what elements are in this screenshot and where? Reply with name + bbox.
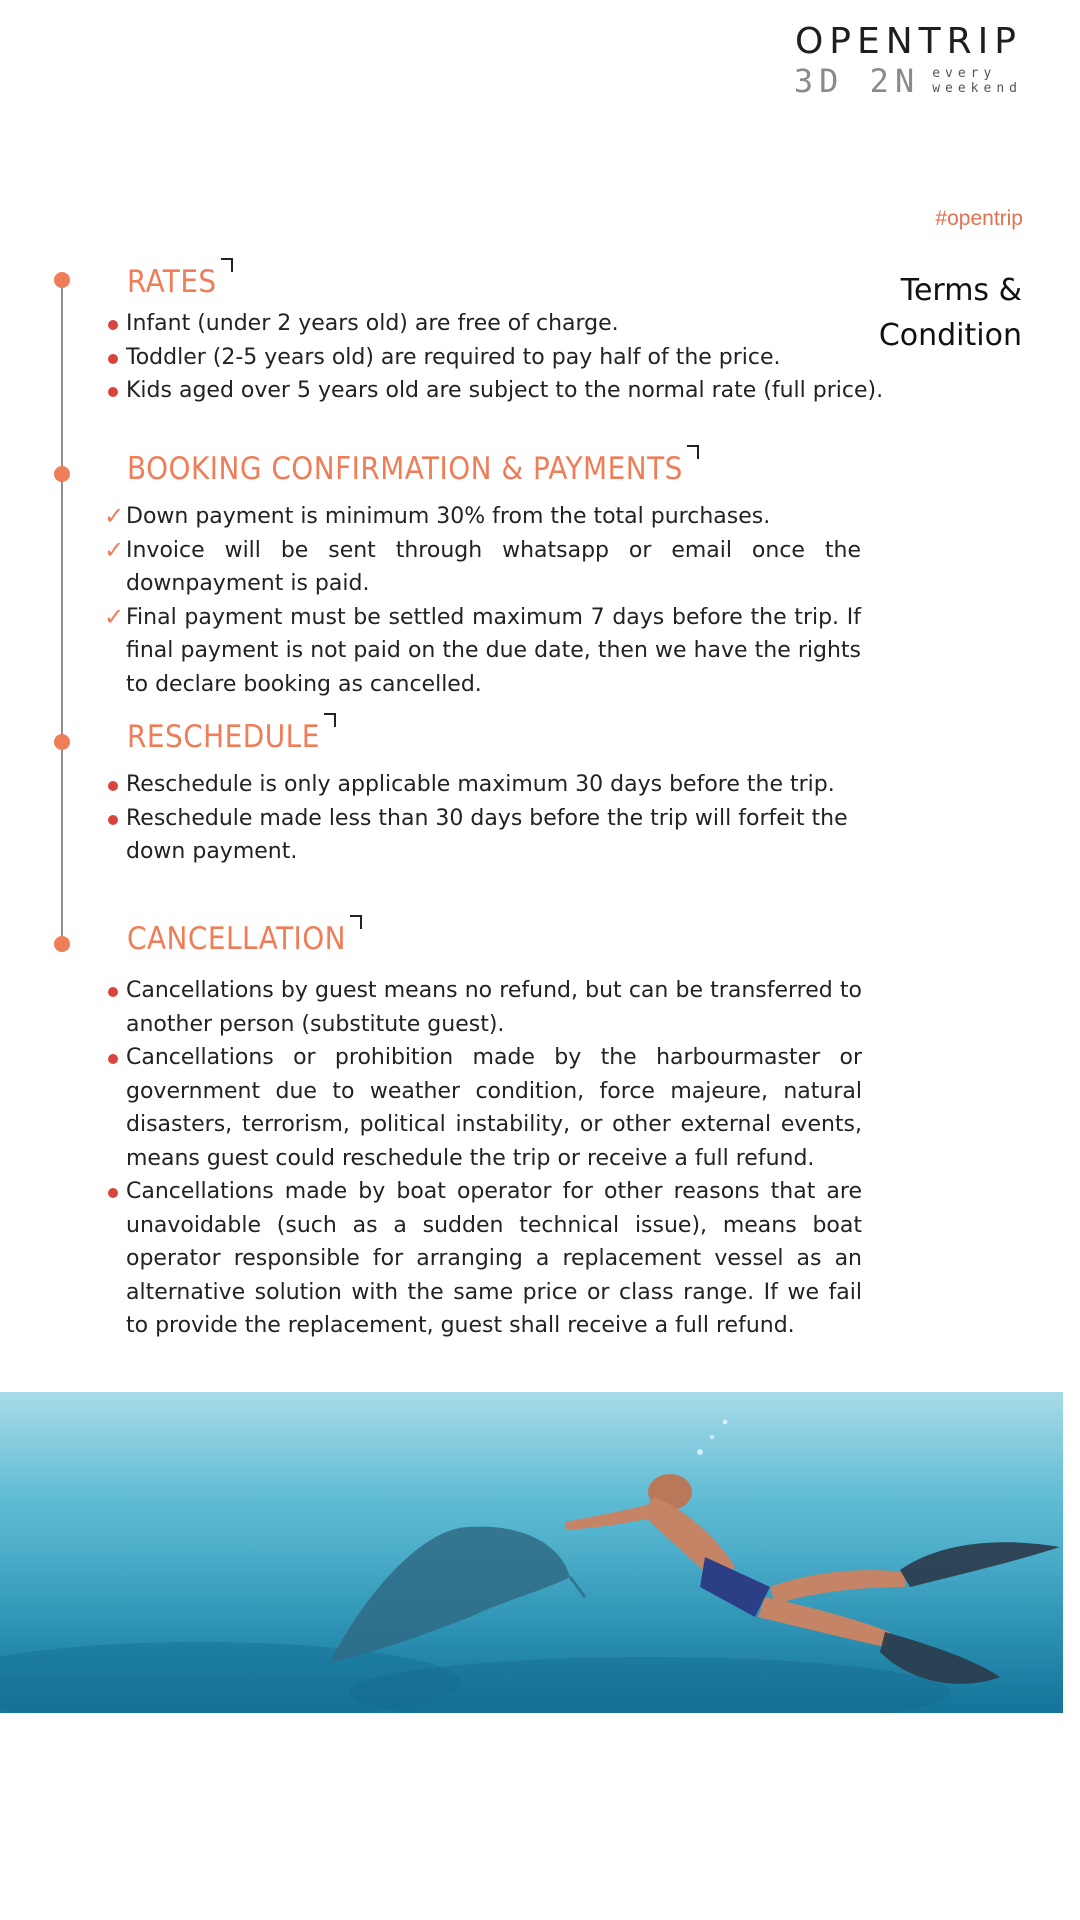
list-item [106, 500, 861, 534]
list-item-text: Reschedule is only applicable maximum 30 days before the trip. [126, 772, 835, 797]
list-item [106, 768, 861, 802]
section-title-cancellation-text: CANCELLATION [127, 921, 347, 957]
corner-mark-icon [324, 713, 336, 727]
brand-subrow [792, 64, 1022, 98]
bullet-icon [108, 320, 118, 330]
list-item [106, 341, 926, 375]
section-title-booking [127, 451, 699, 487]
list-item-text: Kids aged over 5 years old are subject to the normal rate (full price). [126, 378, 884, 403]
list-item-text: Reschedule made less than 30 days before the trip will forfeit the down payment. [126, 805, 848, 864]
list-item [106, 1041, 862, 1175]
list-item [106, 802, 861, 869]
timeline-dot-rates [54, 272, 70, 288]
corner-mark-icon [687, 445, 699, 459]
list-item [106, 601, 861, 702]
brand-tagline-line1: every [932, 66, 997, 81]
section-title-rates-text: RATES [127, 264, 217, 300]
list-item-text: Infant (under 2 years old) are free of charge. [126, 311, 619, 336]
timeline-dot-cancellation [54, 936, 70, 952]
bullet-icon [108, 987, 118, 997]
checkmark-icon: ✓ [104, 535, 125, 564]
section-title-booking-text: BOOKING CONFIRMATION & PAYMENTS [127, 451, 683, 487]
section-title-cancellation [127, 921, 362, 957]
list-item [106, 974, 862, 1041]
brand-tagline [932, 66, 1022, 96]
timeline-line [61, 276, 63, 936]
list-item [106, 374, 926, 408]
bullet-icon [108, 781, 118, 791]
list-item-text: Down payment is minimum 30% from the total purchases. [126, 504, 771, 529]
section-title-rates [127, 264, 233, 300]
brand-name: OPENTRIP [794, 21, 1022, 62]
underwater-photo [0, 1392, 1063, 1713]
timeline-dot-booking [54, 466, 70, 482]
checkmark-icon: ✓ [104, 602, 125, 631]
list-item-text: Invoice will be sent through whatsapp or email once the downpayment is paid. [126, 537, 861, 596]
corner-mark-icon [221, 258, 233, 272]
timeline-dot-reschedule [54, 734, 70, 750]
cancellation-list [106, 974, 862, 1343]
checkmark-icon: ✓ [104, 502, 125, 530]
corner-mark-icon [350, 915, 362, 929]
bullet-icon [108, 815, 118, 825]
list-item-text: Cancellations by guest means no refund, but can be transferred to another person (substitute guest). [126, 978, 862, 1037]
list-item-text: Final payment must be settled maximum 7 days before the trip. If final payment is not paid on the due date, then we have the rights to declare booking as cancelled. [126, 604, 861, 697]
list-item-text: Cancellations made by boat operator for other reasons that are unavoidable (such as a sudden technical issue), means boat operator responsible for arranging a replacement vessel as an alternative solution with the same price or class range. If we fail to provide the replacement, guest shall receive a full refund. [126, 1179, 862, 1338]
page-title-line1: Terms & [900, 273, 1022, 308]
reschedule-list [106, 768, 861, 869]
list-item [106, 534, 861, 601]
section-title-reschedule [127, 719, 336, 755]
list-item [106, 1175, 862, 1343]
bullet-icon [108, 1054, 118, 1064]
bullet-icon [108, 387, 118, 397]
brand-tagline-line2: weekend [932, 81, 1022, 96]
list-item-text: Toddler (2-5 years old) are required to pay half of the price. [126, 344, 781, 370]
brand-logo [792, 22, 1022, 98]
bullet-icon [108, 1188, 118, 1198]
list-item-text: Cancellations or prohibition made by the harbourmaster or government due to weather condition, force majeure, natural disasters, terrorism, political instability, or other external events, means guest could reschedule the trip or receive a full refund. [126, 1045, 862, 1171]
booking-list [106, 500, 861, 701]
brand-subtitle: 3D 2N [793, 62, 921, 100]
list-item [106, 307, 926, 341]
page-title-line2: Condition [878, 318, 1022, 353]
snorkeler-manta-illustration [0, 1392, 1063, 1713]
bullet-icon [108, 354, 118, 364]
hashtag: #opentrip [935, 207, 1023, 230]
section-title-reschedule-text: RESCHEDULE [127, 719, 320, 755]
rates-list [106, 307, 926, 408]
